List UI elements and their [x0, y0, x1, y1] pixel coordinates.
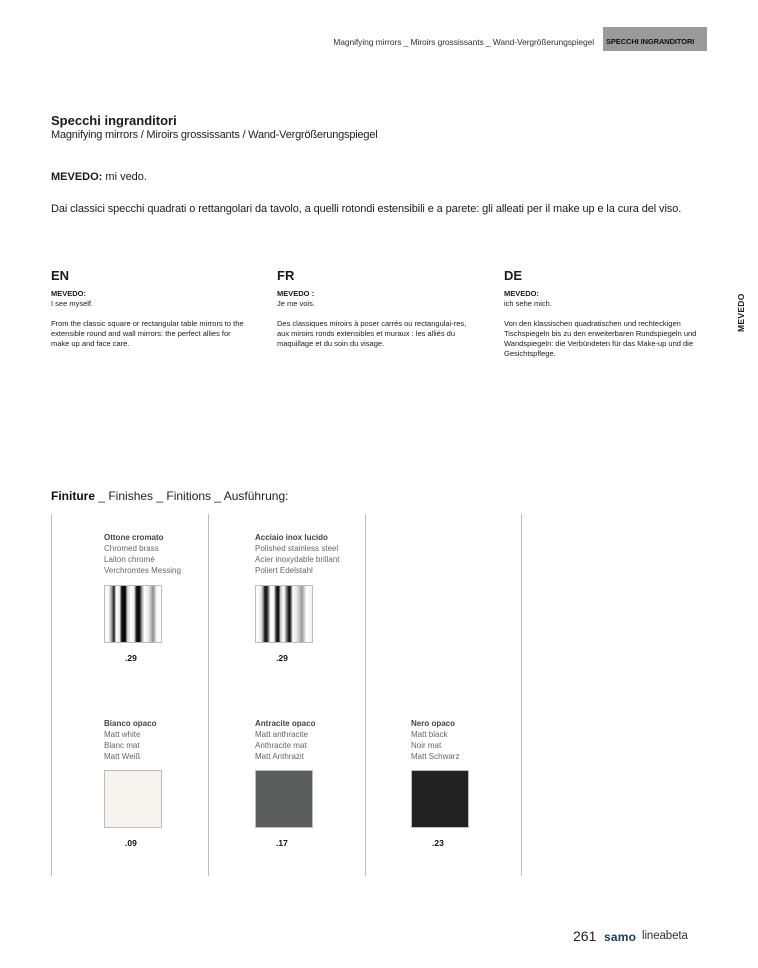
language-column-fr — [277, 268, 477, 349]
finish-code: .17 — [276, 838, 288, 848]
finishes-title — [51, 489, 288, 503]
page-number: 261 — [573, 928, 597, 944]
finish-item — [255, 532, 375, 576]
language-code: FR — [277, 268, 295, 283]
language-code: EN — [51, 268, 70, 283]
language-code: DE — [504, 268, 523, 283]
section-tab — [603, 27, 707, 51]
finish-name-en: Matt black — [411, 730, 448, 739]
finishes-title-bold: Finiture — [51, 489, 95, 503]
finish-name: Acciaio inox lucido — [255, 533, 328, 542]
finish-name-fr: Acier inoxydable brillant — [255, 555, 340, 564]
tagline — [51, 171, 147, 183]
finish-code: .29 — [125, 653, 137, 663]
tagline-name: MEVEDO: — [51, 171, 103, 183]
page-subtitle: Magnifying mirrors / Miroirs grossissants / Wand-Vergrößerungspiegel — [51, 129, 378, 141]
language-meaning: I see myself. — [51, 299, 94, 308]
finish-name: Ottone cromato — [104, 533, 164, 542]
language-text: Des classiques miroirs à poser carrés ou rectangulai-res, aux miroirs ronds extensibles et muraux : les alliés du maquillage et du soin du visage. — [277, 319, 467, 348]
language-name: MEVEDO: — [51, 289, 87, 298]
finish-name-de: Matt Weiß — [104, 752, 141, 761]
language-name: MEVEDO: — [504, 289, 540, 298]
finish-name-de: Matt Anthrazit — [255, 752, 304, 761]
finish-name: Nero opaco — [411, 719, 456, 728]
finish-item — [255, 718, 375, 762]
finish-item — [104, 532, 224, 576]
finish-code: .09 — [125, 838, 137, 848]
tagline-text: mi vedo. — [105, 171, 147, 183]
page-title: Specchi ingranditori — [51, 113, 177, 128]
language-column-de — [504, 268, 704, 359]
finish-name-fr: Noir mat — [411, 741, 442, 750]
side-label: MEVEDO — [736, 293, 746, 332]
finish-code: .29 — [276, 653, 288, 663]
finish-item — [411, 718, 531, 762]
finish-name-fr: Blanc mat — [104, 741, 140, 750]
finish-name-en: Matt anthracite — [255, 730, 308, 739]
finish-swatch — [255, 770, 313, 828]
finish-name-en: Chromed brass — [104, 544, 159, 553]
language-meaning: ich sehe mich. — [504, 299, 552, 308]
finish-name-en: Polished stainless steel — [255, 544, 339, 553]
finish-name: Bianco opaco — [104, 719, 157, 728]
breadcrumb: Magnifying mirrors _ Miroirs grossissants _ Wand-Vergrößerungspiegel — [333, 37, 594, 47]
finish-name-en: Matt white — [104, 730, 141, 739]
finish-name-de: Matt Schwarz — [411, 752, 460, 761]
brand-logo: samo — [604, 930, 637, 944]
language-name: MEVEDO : — [277, 289, 315, 298]
finish-swatch — [255, 585, 313, 643]
finish-name-de: Verchromtes Messing — [104, 566, 181, 575]
grid-divider — [521, 514, 522, 876]
finish-name-de: Poliert Edelstahl — [255, 566, 313, 575]
finish-name: Antracite opaco — [255, 719, 316, 728]
language-column-en — [51, 268, 251, 349]
intro-paragraph: Dai classici specchi quadrati o rettangolari da tavolo, a quelli rotondi estensibili e a parete: gli alleati per il make up e la cura del viso. — [51, 203, 682, 215]
finish-name-fr: Laiton chromé — [104, 555, 155, 564]
language-meaning: Je me vois. — [277, 299, 315, 308]
finish-swatch — [411, 770, 469, 828]
finish-swatch — [104, 770, 162, 828]
brand-sub-logo: lineabeta — [642, 930, 688, 942]
finishes-title-rest: _ Finishes _ Finitions _ Ausführung: — [98, 489, 289, 503]
language-text: Von den klassischen quadratischen und rechteckigen Tischspiegeln bis zu den erweiterbaren Rundspiegeln und Wandspiegeln: die Verbündeten für das Make-up und die Gesichtspflege. — [504, 319, 697, 358]
finish-code: .23 — [432, 838, 444, 848]
grid-divider — [51, 514, 52, 876]
finish-swatch — [104, 585, 162, 643]
finish-name-fr: Anthracite mat — [255, 741, 307, 750]
section-tab-label: SPECCHI INGRANDITORI — [606, 37, 695, 46]
language-text: From the classic square or rectangular table mirrors to the extensible round and wall mirrors: the perfect allies for make up and face care. — [51, 319, 244, 348]
finish-item — [104, 718, 224, 762]
